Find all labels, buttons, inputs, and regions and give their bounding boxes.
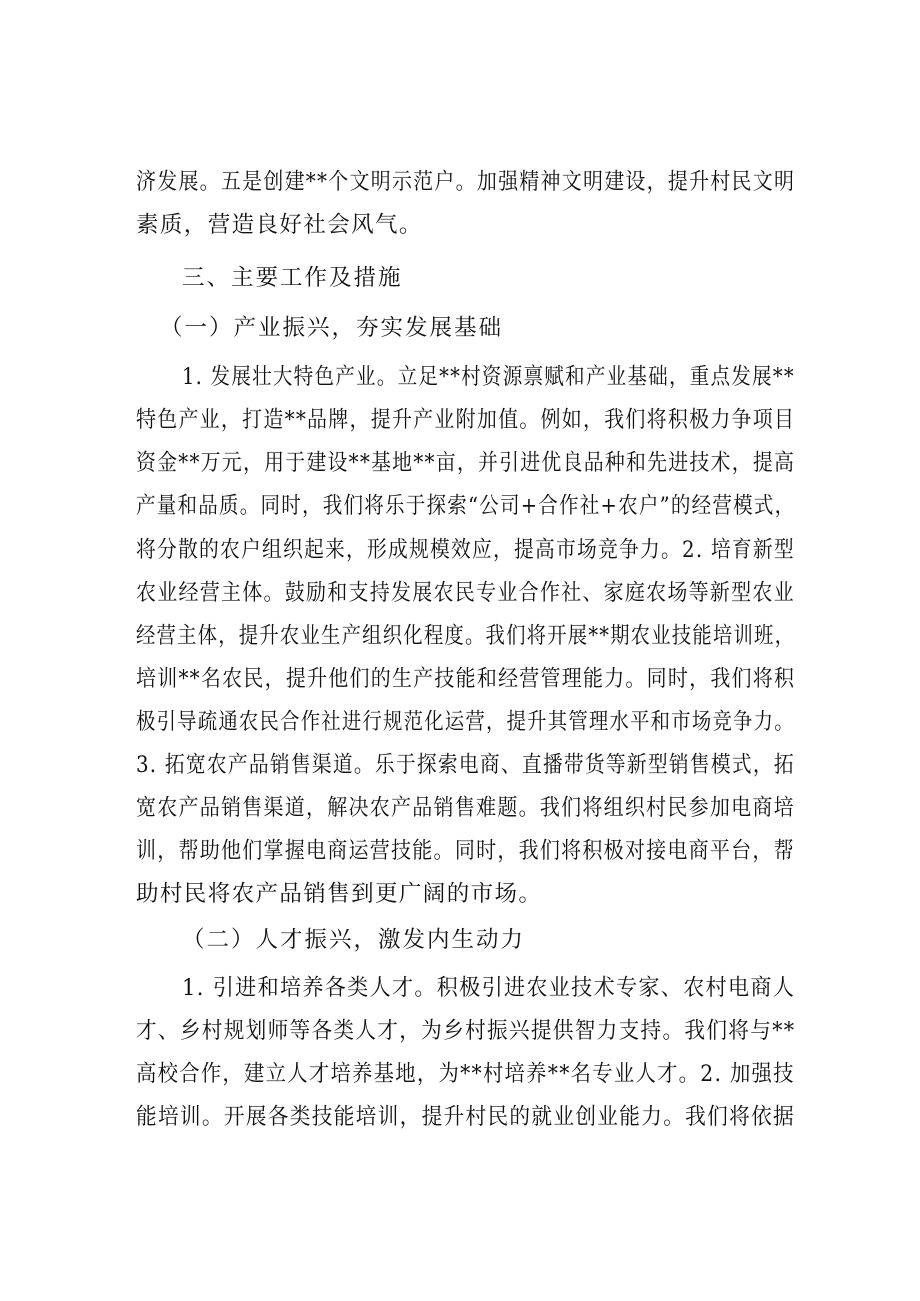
subsection-heading-2: （二）人才振兴，激发内生动力 [182,927,526,953]
paragraph-line: 高校合作，建立人才培养基地，为**村培养**名专业人才。2. 加强技 [136,1061,795,1087]
paragraph-line: 极引导疏通农民合作社进行规范化运营，提升其管理水平和市场竞争力。 [136,709,795,735]
paragraph-line: 产量和品质。同时，我们将乐于探索“公司+合作社+农户”的经营模式， [136,493,796,519]
body-line-2: 素质，营造良好社会风气。 [136,212,423,238]
section-heading-3: 三、主要工作及措施 [182,265,403,291]
paragraph-line: 才、乡村规划师等各类人才，为乡村振兴提供智力支持。我们将与** [136,1018,796,1044]
paragraph-line: 农业经营主体。鼓励和支持发展农民专业合作社、家庭农场等新型农业 [136,580,795,606]
paragraph-line: 培训**名农民，提升他们的生产技能和经营管理能力。同时，我们将积 [136,666,796,692]
paragraph-line: 将分散的农户组织起来，形成规模效应，提高市场竞争力。2. 培育新型 [136,537,795,563]
paragraph-line: 宽农产品销售渠道，解决农产品销售难题。我们将组织村民参加电商培 [136,795,795,821]
paragraph-line: 3. 拓宽农产品销售渠道。乐于探索电商、直播带货等新型销售模式，拓 [136,752,795,778]
paragraph-line: 特色产业，打造**品牌，提升产业附加值。例如，我们将积极力争项目 [136,407,796,433]
paragraph-line: 1. 发展壮大特色产业。立足**村资源禀赋和产业基础，重点发展** [182,364,795,390]
paragraph-line: 能培训。开展各类技能培训，提升村民的就业创业能力。我们将依据 [136,1104,796,1130]
paragraph-line: 经营主体，提升农业生产组织化程度。我们将开展**期农业技能培训班， [136,623,796,649]
paragraph-line: 助村民将农产品销售到更广阔的市场。 [136,881,543,907]
paragraph-line: 训，帮助他们掌握电商运营技能。同时，我们将积极对接电商平台，帮 [136,838,795,864]
body-line-1: 济发展。五是创建**个文明示范户。加强精神文明建设，提升村民文明 [136,169,796,195]
paragraph-line: 资金**万元，用于建设**基地**亩，并引进优良品种和先进技术，提高 [136,450,796,476]
paragraph-line: 1. 引进和培养各类人才。积极引进农业技术专家、农村电商人 [182,975,796,1001]
subsection-heading-1: （一）产业振兴，夯实发展基础 [160,315,504,341]
